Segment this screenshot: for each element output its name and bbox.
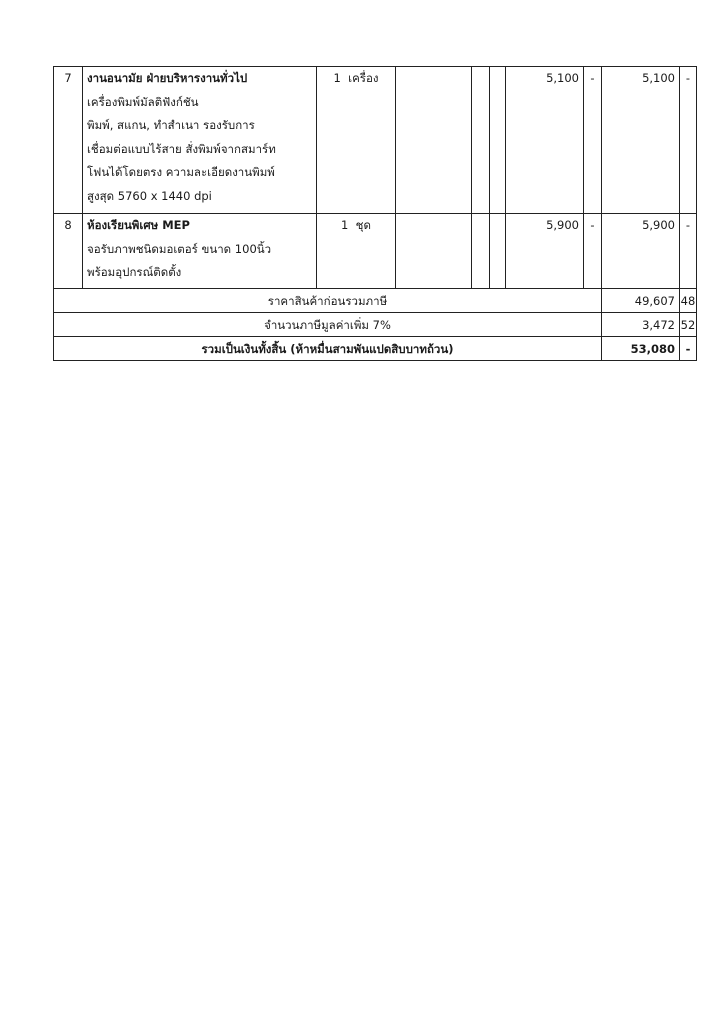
table-row: [54, 214, 697, 289]
subtotal-label: ราคาสินค้าก่อนรวมภาษี: [54, 289, 602, 313]
item-amount: 5,900: [602, 214, 680, 289]
item-detail-line: จอรับภาพชนิดมอเตอร์ ขนาด 100นิ้ว: [87, 241, 272, 256]
grand-total-label: รวมเป็นเงินทั้งสิ้น (ห้าหมื่นสามพันแปดสิบบาทถ้วน): [54, 337, 602, 361]
subtotal-satang: 48: [680, 289, 697, 313]
table-row: [54, 67, 697, 214]
item-unit-price-satang: -: [584, 67, 602, 214]
vat-value: 3,472: [602, 313, 680, 337]
item-detail-line: พิมพ์, สแกน, ทำสำเนา รองรับการ: [87, 118, 255, 132]
item-detail-line: เครื่องพิมพ์มัลติฟังก์ชัน: [87, 94, 199, 109]
vat-row: [54, 313, 697, 337]
item-unit-price-satang: -: [584, 214, 602, 289]
item-quantity: [317, 67, 396, 214]
quotation-table: [53, 66, 697, 361]
item-unit: ชุด: [355, 218, 371, 232]
empty-cell: [396, 67, 472, 214]
item-description: [83, 214, 317, 289]
item-detail-line: พร้อมอุปกรณ์ติดตั้ง: [87, 265, 182, 279]
item-amount-satang: -: [680, 214, 697, 289]
item-detail-line: โฟนได้โดยตรง ความละเอียดงานพิมพ์: [87, 165, 275, 179]
grand-total-value: 53,080: [602, 337, 680, 361]
item-number: 7: [54, 67, 83, 214]
subtotal-row: [54, 289, 697, 313]
vat-satang: 52: [680, 313, 697, 337]
item-description: [83, 67, 317, 214]
item-qty-number: 1: [341, 218, 349, 232]
item-amount: 5,100: [602, 67, 680, 214]
item-detail-line: เชื่อมต่อแบบไร้สาย สั่งพิมพ์จากสมาร์ท: [87, 141, 276, 156]
item-title: งานอนามัย ฝ่ายบริหารงานทั่วไป: [87, 71, 248, 85]
grand-total-row: [54, 337, 697, 361]
empty-cell: [472, 67, 490, 214]
item-amount-satang: -: [680, 67, 697, 214]
vat-label: จำนวนภาษีมูลค่าเพิ่ม 7%: [54, 313, 602, 337]
empty-cell: [396, 214, 472, 289]
item-quantity: [317, 214, 396, 289]
empty-cell: [472, 214, 490, 289]
item-qty-number: 1: [333, 71, 341, 85]
item-unit: เครื่อง: [348, 71, 379, 85]
item-detail-line: สูงสุด 5760 x 1440 dpi: [87, 188, 212, 203]
empty-cell: [490, 67, 506, 214]
item-unit-price: 5,900: [506, 214, 584, 289]
subtotal-value: 49,607: [602, 289, 680, 313]
empty-cell: [490, 214, 506, 289]
item-number: 8: [54, 214, 83, 289]
item-unit-price: 5,100: [506, 67, 584, 214]
grand-total-satang: -: [680, 337, 697, 361]
item-title: ห้องเรียนพิเศษ MEP: [87, 218, 190, 232]
